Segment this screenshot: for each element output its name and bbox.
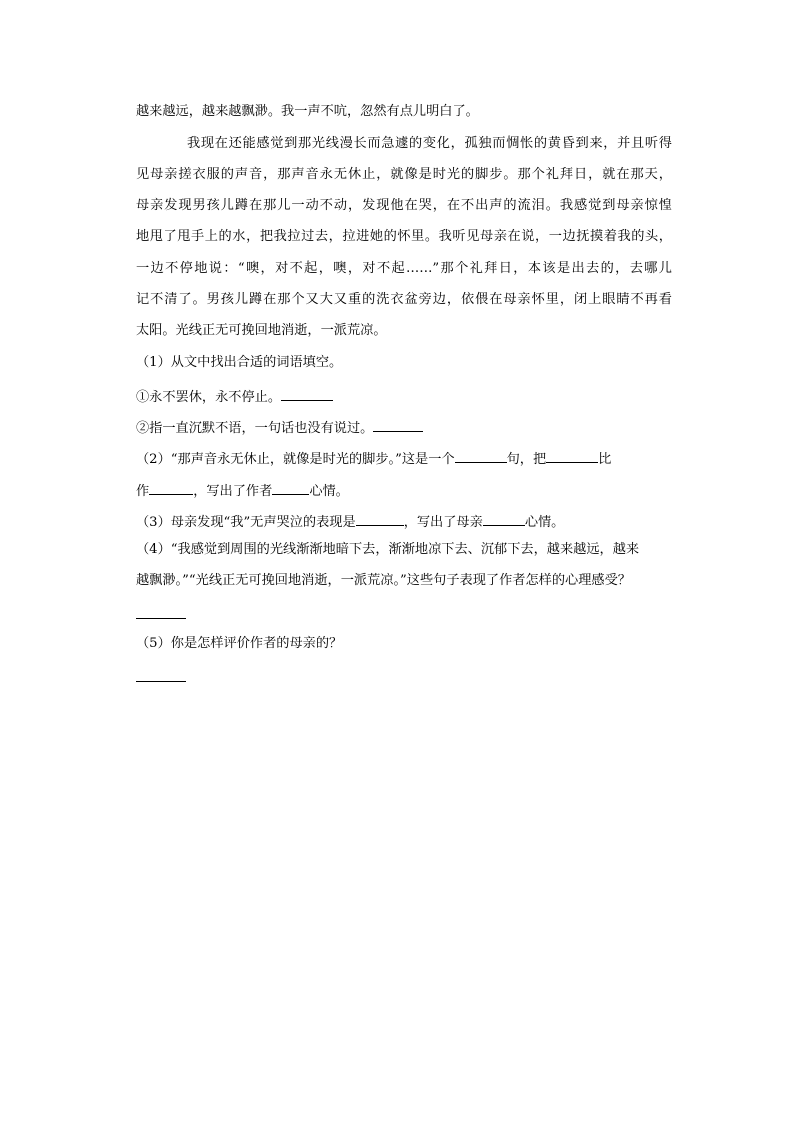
answer-blank[interactable] [149, 480, 193, 495]
passage-line-3: 见母亲搓衣服的声音，那声音永无休止，就像是时光的脚步。那个礼拜日，就在那天， [136, 167, 672, 182]
answer-blank[interactable] [546, 448, 598, 463]
question-4-line-2: 越飘渺。”“光线正无可挽回地消逝，一派荒凉。”这些句子表现了作者怎样的心理感受？ [136, 573, 631, 588]
passage-line-6: 一边不停地说：“噢，对不起，噢，对不起……”那个礼拜日，本该是出去的，去哪儿 [136, 261, 672, 276]
passage-line-5: 地甩了甩手上的水，把我拉过去，拉进她的怀里。我听见母亲在说，一边抚摸着我的头， [136, 229, 672, 244]
question-1-sub-2 [136, 417, 423, 437]
question-2-text-e: ，写出了作者 [193, 484, 273, 499]
question-2-text-d: 作 [136, 484, 150, 499]
question-2-line-1 [136, 448, 611, 468]
question-1-sub-1-text: ①永不罢休，永不停止。 [136, 390, 282, 405]
question-5-prompt: （5）你是怎样评价作者的母亲的？ [136, 636, 343, 651]
question-2-line-2 [136, 480, 349, 500]
answer-blank[interactable] [272, 480, 309, 495]
question-5-answer [136, 667, 186, 687]
question-3-text-b: ，写出了母亲 [403, 515, 483, 530]
question-3-text-c: 心情。 [524, 515, 565, 530]
question-2-text-b: 句，把 [506, 452, 547, 467]
question-2-text-f: 心情。 [309, 484, 349, 499]
question-1-prompt: （1）从文中找出合适的词语填空。 [136, 355, 343, 370]
question-1-sub-2-text: ②指一直沉默不语，一句话也没有说过。 [136, 421, 374, 436]
answer-blank[interactable] [373, 417, 423, 432]
question-3-text-a: （3）母亲发现“我”无声哭泣的表现是 [136, 515, 356, 530]
question-1-sub-1 [136, 386, 333, 406]
question-2-text-a: （2）“那声音永无休止，就像是时光的脚步。”这是一个 [136, 452, 455, 467]
answer-blank[interactable] [136, 667, 186, 682]
answer-blank[interactable] [483, 511, 525, 526]
passage-line-1: 越来越远，越来越飘渺。我一声不吭，忽然有点儿明白了。 [136, 104, 479, 119]
answer-blank[interactable] [356, 511, 404, 526]
passage-line-4: 母亲发现男孩儿蹲在那儿一动不动，发现他在哭，在不出声的流泪。我感觉到母亲惊惶 [136, 198, 672, 213]
passage-line-8: 太阳。光线正无可挽回地消逝，一派荒凉。 [136, 323, 387, 338]
question-2-text-c: 比 [598, 452, 612, 467]
answer-blank[interactable] [455, 448, 507, 463]
question-3 [136, 511, 564, 531]
question-4-answer [136, 604, 186, 624]
answer-blank[interactable] [281, 386, 333, 401]
question-4-line-1: （4）“我感觉到周围的光线渐渐地暗下去，渐渐地凉下去、沉郁下去，越来越远，越来 [136, 542, 640, 557]
answer-blank[interactable] [136, 604, 186, 619]
passage-line-2: 我现在还能感觉到那光线漫长而急遽的变化，孤独而惆怅的黄昏到来，并且听得 [187, 136, 672, 151]
passage-line-7: 记不清了。男孩儿蹲在那个又大又重的洗衣盆旁边，依偎在母亲怀里，闭上眼睛不再看 [136, 292, 672, 307]
